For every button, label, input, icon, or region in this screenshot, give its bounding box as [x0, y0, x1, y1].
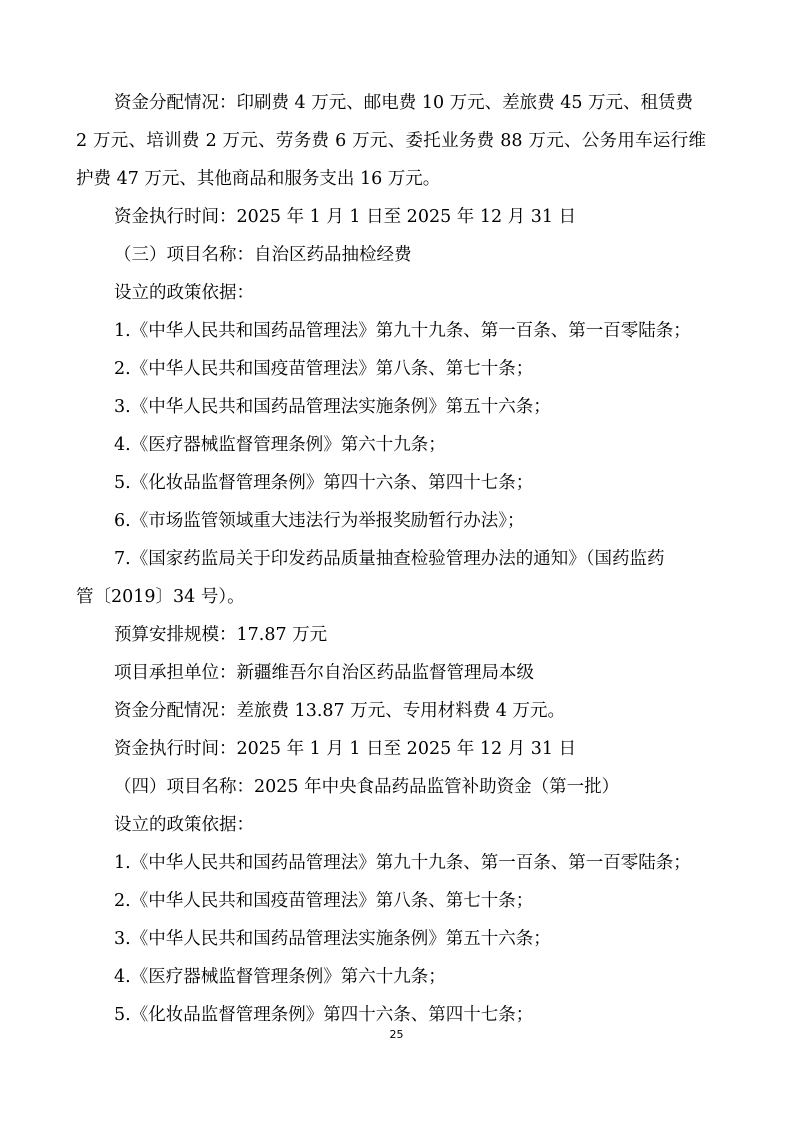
policy-basis-label: 设立的政策依据：	[114, 283, 254, 303]
section-heading: （三）项目名称：自治区药品抽检经费	[114, 245, 412, 265]
policy-item-continuation: 管〔2019〕34 号）。	[76, 587, 245, 607]
policy-item: 4.《医疗器械监督管理条例》第六十九条；	[114, 967, 446, 987]
policy-item: 6.《市场监管领域重大违法行为举报奖励暂行办法》；	[114, 511, 525, 531]
fund-allocation-line: 资金分配情况：差旅费 13.87 万元、专用材料费 4 万元。	[114, 701, 565, 721]
execution-time-line: 资金执行时间：2025 年 1 月 1 日至 2025 年 12 月 31 日	[114, 207, 577, 227]
policy-item: 2.《中华人民共和国疫苗管理法》第八条、第七十条；	[114, 891, 534, 911]
paragraph-line: 护费 47 万元、其他商品和服务支出 16 万元。	[76, 169, 441, 189]
policy-item: 1.《中华人民共和国药品管理法》第九十九条、第一百条、第一百零陆条；	[114, 321, 691, 341]
responsible-unit-line: 项目承担单位：新疆维吾尔自治区药品监督管理局本级	[114, 663, 534, 683]
paragraph-line: 资金分配情况：印刷费 4 万元、邮电费 10 万元、差旅费 45 万元、租赁费	[114, 93, 694, 113]
policy-item: 4.《医疗器械监督管理条例》第六十九条；	[114, 435, 446, 455]
execution-time-line: 资金执行时间：2025 年 1 月 1 日至 2025 年 12 月 31 日	[114, 739, 577, 759]
policy-item: 5.《化妆品监督管理条例》第四十六条、第四十七条；	[114, 473, 534, 493]
policy-basis-label: 设立的政策依据：	[114, 815, 254, 835]
section-heading: （四）项目名称：2025 年中央食品药品监管补助资金（第一批）	[114, 777, 620, 797]
policy-item: 3.《中华人民共和国药品管理法实施条例》第五十六条；	[114, 929, 551, 949]
policy-item: 1.《中华人民共和国药品管理法》第九十九条、第一百条、第一百零陆条；	[114, 853, 691, 873]
page-number: 25	[389, 1028, 404, 1041]
paragraph-line: 2 万元、培训费 2 万元、劳务费 6 万元、委托业务费 88 万元、公务用车运行维	[76, 131, 706, 151]
policy-item: 7.《国家药监局关于印发药品质量抽查检验管理办法的通知》（国药监药	[114, 549, 665, 569]
budget-scale-line: 预算安排规模：17.87 万元	[114, 625, 328, 645]
policy-item: 5.《化妆品监督管理条例》第四十六条、第四十七条；	[114, 1005, 534, 1025]
policy-item: 2.《中华人民共和国疫苗管理法》第八条、第七十条；	[114, 359, 534, 379]
policy-item: 3.《中华人民共和国药品管理法实施条例》第五十六条；	[114, 397, 551, 417]
